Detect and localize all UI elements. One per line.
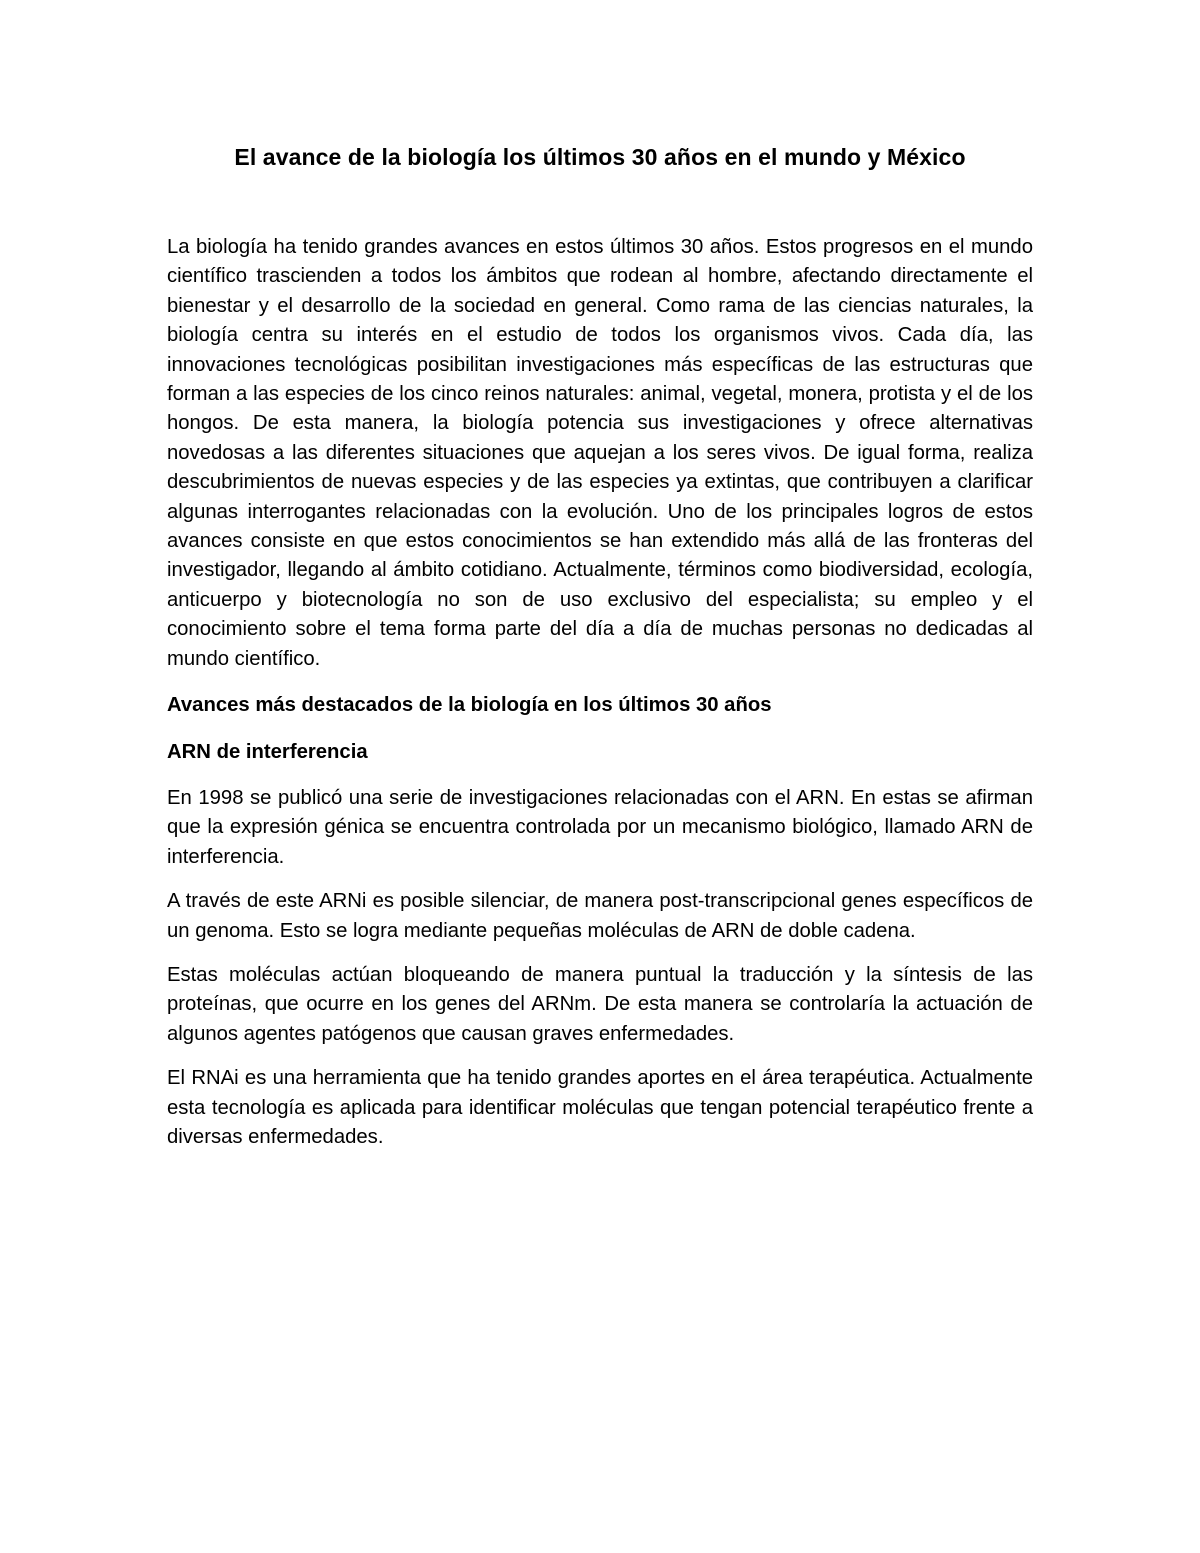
paragraph-arn-1998: En 1998 se publicó una serie de investigaciones relacionadas con el ARN. En estas se afirman que la expresión génica se encuentra controlada por un mecanismo biológico, llamado ARN de interferencia. [167,786,1033,868]
document-body [167,233,1033,1167]
section-heading: Avances más destacados de la biología en los últimos 30 años [167,694,772,717]
paragraph-rnai-therapeutic: El RNAi es una herramienta que ha tenido grandes aportes en el área terapéutica. Actualmente esta tecnología es aplicada para identificar moléculas que tengan potencial terapéutico frente a diversas enfermedades. [167,1067,1033,1148]
paragraph-arni-silencing: A través de este ARNi es posible silenciar, de manera post-transcripcional genes específicos de un genoma. Esto se logra mediante pequeñas moléculas de ARN de doble cadena. [167,890,1033,942]
document-title: El avance de la biología los últimos 30 años en el mundo y México [234,144,966,170]
paragraph-molecules-action: Estas moléculas actúan bloqueando de manera puntual la traducción y la síntesis de las proteínas, que ocurre en los genes del ARNm. De esta manera se controlaría la actuación de algunos agentes patógenos que causan graves enfermedades. [167,963,1033,1045]
intro-paragraph: La biología ha tenido grandes avances en estos últimos 30 años. Estos progresos en el mundo científico trascienden a todos los ámbitos que rodean al hombre, afectando directamente el bienestar y el desarrollo de la sociedad en general. Como rama de las ciencias naturales, la biología centra su interés en el estudio de todos los organismos vivos. Cada día, las innovaciones tecnológicas posibilitan investigaciones más específicas de las estructuras que forman a las especies de los cinco reinos naturales: animal, vegetal, monera, protista y el de los hongos. De esta manera, la biología potencia sus investigaciones y ofrece alternativas novedosas a las diferentes situaciones que aquejan a los seres vivos. De igual forma, realiza descubrimientos de nuevas especies y de las especies ya extintas, que contribuyen a clarificar algunas interrogantes relacionadas con la evolución. Uno de los principales logros de estos avances consiste en que estos conocimientos se han extendido más allá de las fronteras del investigador, llegando al ámbito cotidiano. Actualmente, términos como biodiversidad, ecología, anticuerpo y biotecnología no son de uso exclusivo del especialista; su empleo y el conocimiento sobre el tema forma parte del día a día de muchas personas no dedicadas al mundo científico. [167,236,1033,670]
subsection-heading: ARN de interferencia [167,740,368,763]
